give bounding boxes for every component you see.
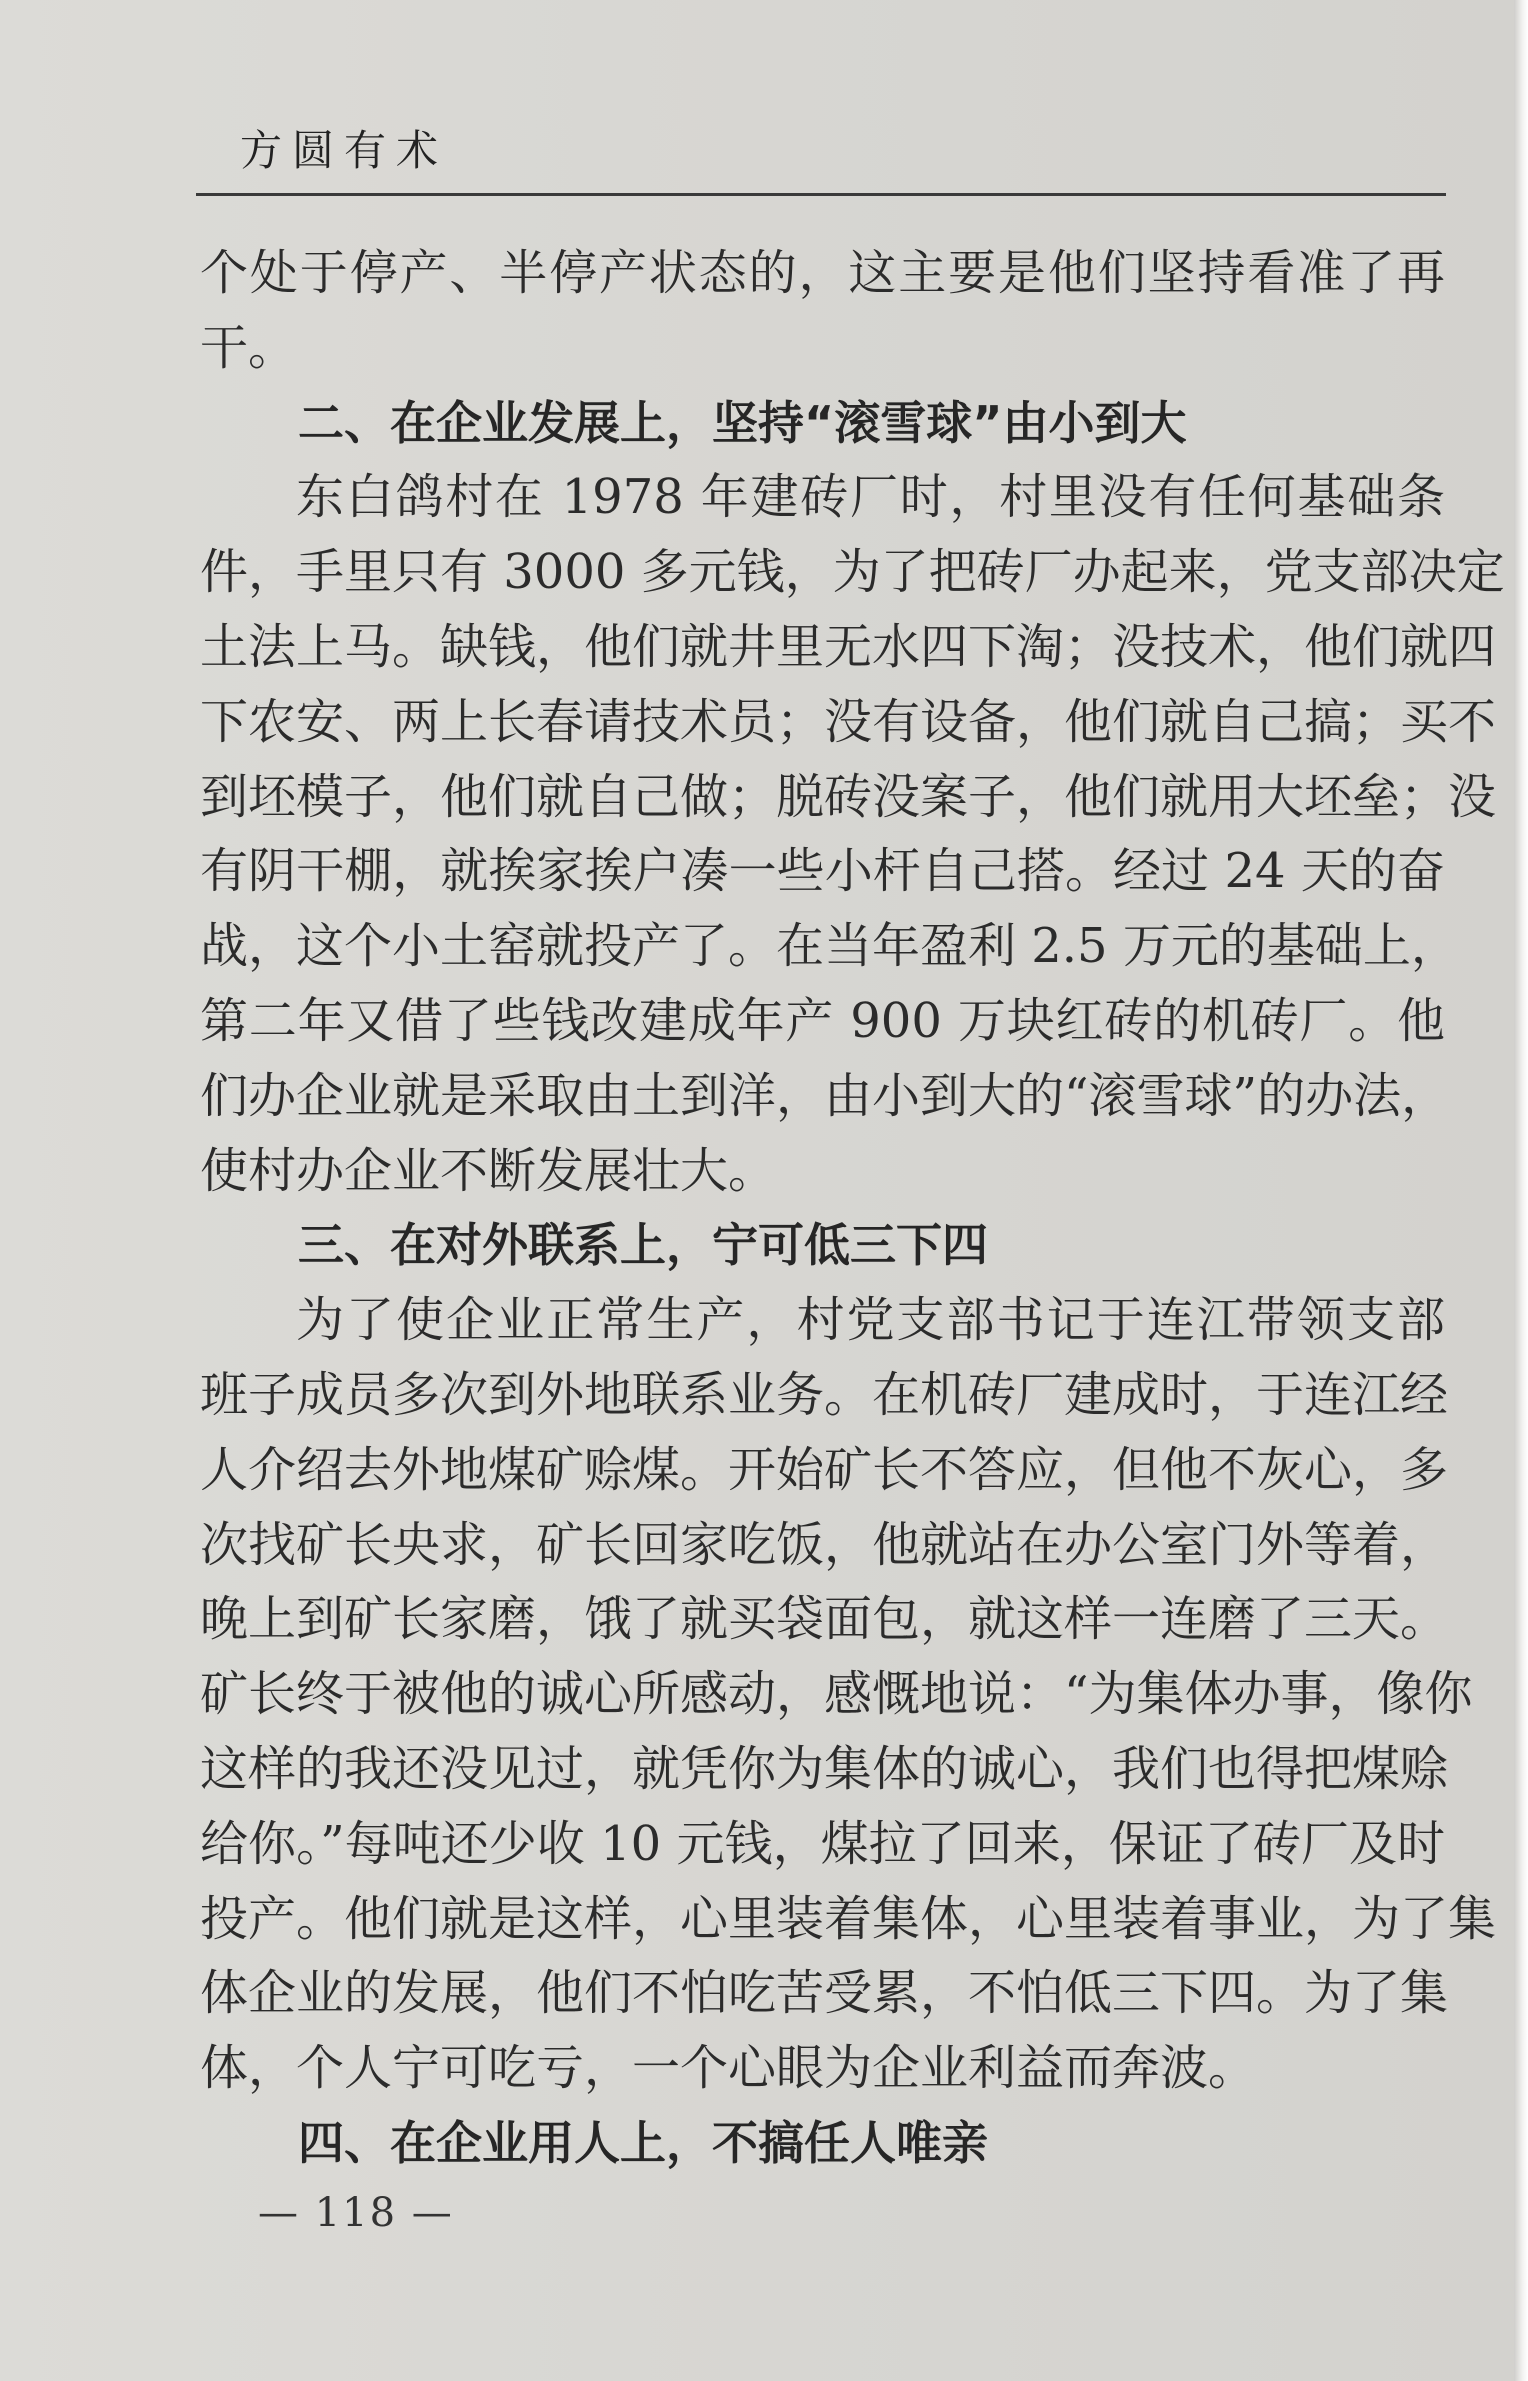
section-heading: 三、在对外联系上，宁可低三下四 bbox=[298, 1218, 988, 1273]
text-line: 干。 bbox=[200, 319, 297, 376]
text-line: 土法上马。缺钱，他们就井里无水四下淘；没技术，他们就四 bbox=[200, 618, 1497, 675]
text-line: 为了使企业正常生产，村党支部书记于连江带领支部 bbox=[296, 1292, 1445, 1349]
text-line: 体企业的发展，他们不怕吃苦受累，不怕低三下四。为了集 bbox=[200, 1965, 1449, 2022]
text-line: 矿长终于被他的诚心所感动，感慨地说：“为集体办事，像你 bbox=[200, 1666, 1473, 1723]
text-line: 件，手里只有 3000 多元钱，为了把砖厂办起来，党支部决定 bbox=[200, 544, 1505, 601]
text-line: 有阴干棚，就挨家挨户凑一些小杆自己搭。经过 24 天的奋 bbox=[200, 843, 1445, 900]
text-line: 下农安、两上长春请技术员；没有设备，他们就自己搞；买不 bbox=[200, 693, 1497, 750]
text-line: 次找矿长央求，矿长回家吃饭，他就站在办公室门外等着， bbox=[200, 1516, 1449, 1573]
page-edge bbox=[1514, 0, 1528, 2381]
running-header-title: 方圆有术 bbox=[240, 126, 449, 175]
text-line: 们办企业就是采取由土到洋，由小到大的“滚雪球”的办法， bbox=[200, 1067, 1450, 1124]
text-line: 人介绍去外地煤矿赊煤。开始矿长不答应，但他不灰心，多 bbox=[200, 1441, 1449, 1498]
header-divider bbox=[196, 193, 1446, 196]
text-line: 战，这个小土窑就投产了。在当年盈利 2.5 万元的基础上， bbox=[200, 918, 1459, 975]
text-line: 班子成员多次到外地联系业务。在机砖厂建成时，于连江经 bbox=[200, 1366, 1449, 1423]
text-line: 个处于停产、半停产状态的，这主要是他们坚持看准了再 bbox=[200, 245, 1445, 301]
section-heading: 四、在企业用人上，不搞任人唯亲 bbox=[298, 2115, 988, 2170]
text-line: 使村办企业不断发展壮大。 bbox=[200, 1142, 777, 1199]
text-line: 第二年又借了些钱改建成年产 900 万块红砖的机砖厂。他 bbox=[200, 992, 1445, 1049]
text-line: 体，个人宁可吃亏，一个心眼为企业利益而奔波。 bbox=[200, 2040, 1257, 2097]
text-line: 晚上到矿长家磨，饿了就买袋面包，就这样一连磨了三天。 bbox=[200, 1591, 1449, 1648]
text-line: 到坯模子，他们就自己做；脱砖没案子，他们就用大坯垒；没 bbox=[200, 768, 1497, 825]
text-line: 东白鸽村在 1978 年建砖厂时，村里没有任何基础条 bbox=[296, 469, 1445, 526]
body-text bbox=[200, 236, 1505, 2181]
section-heading: 二、在企业发展上，坚持“滚雪球”由小到大 bbox=[298, 395, 1187, 450]
text-line: 给你。”每吨还少收 10 元钱，煤拉了回来，保证了砖厂及时 bbox=[200, 1815, 1445, 1872]
text-line: 投产。他们就是这样，心里装着集体，心里装着事业，为了集 bbox=[200, 1890, 1497, 1947]
page-number: — 118 — bbox=[258, 2190, 454, 2236]
text-line: 这样的我还没见过，就凭你为集体的诚心，我们也得把煤赊 bbox=[200, 1740, 1449, 1797]
